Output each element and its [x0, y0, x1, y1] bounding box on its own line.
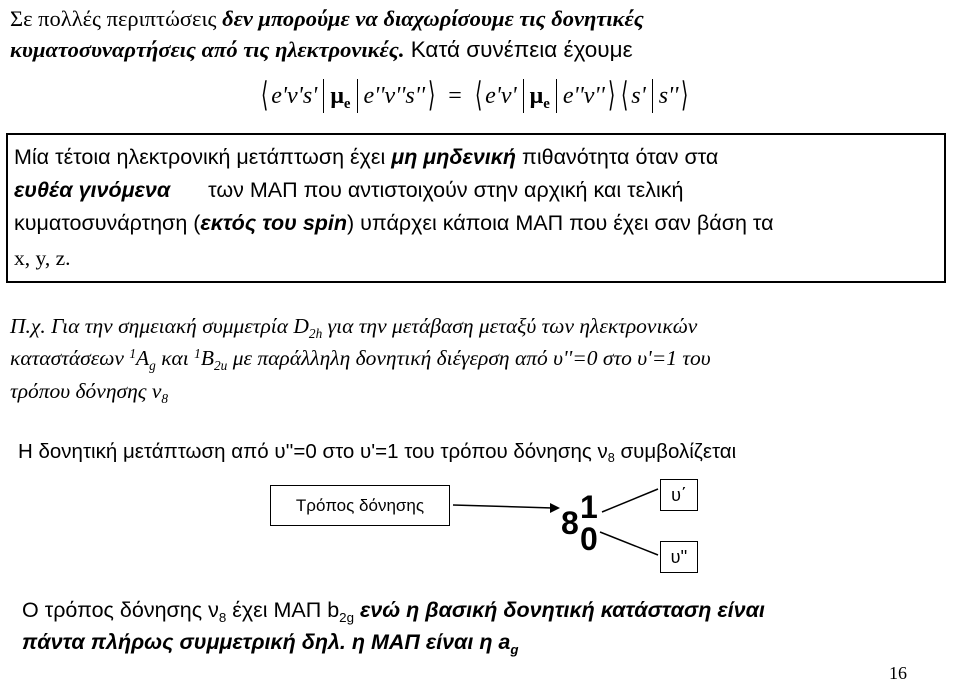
eq-ket-1: e''v''s'': [363, 83, 425, 109]
intro-emphasis: δεν μπορούμε να διαχωρίσουμε τις δονητικές: [222, 6, 644, 31]
conclusion-sub-1: 8: [218, 609, 227, 625]
conclusion-line-2: [22, 629, 519, 655]
example-text-2b: με παράλληλη δονητική διέγερση από υ''=0 στο υ'=1 του: [227, 346, 711, 370]
eq-mu-sub: e: [343, 96, 351, 113]
example-text-2: καταστάσεων: [10, 346, 130, 370]
upper-label: υ΄: [671, 484, 687, 505]
example-text-1b: για την μετάβαση μεταξύ των ηλεκτρονικών: [322, 314, 698, 338]
conclusion-text-2: πάντα πλήρως συμμετρική δηλ. η ΜΑΠ είναι η a: [22, 630, 511, 654]
example-sub-g: g: [149, 357, 156, 373]
eq-mu: μ: [330, 83, 344, 109]
example-sup-1: 1: [129, 345, 137, 361]
rule-text-4: x, y, z.: [14, 246, 71, 270]
example-text-and: και: [155, 346, 195, 370]
conclusion-sub-3: g: [510, 641, 519, 657]
rule-emphasis: μη μηδενική: [391, 145, 517, 169]
eq-mu-2: μ: [529, 83, 544, 109]
mode-arrowhead: [550, 503, 560, 513]
mode-label: Τρόπος δόνησης: [295, 495, 425, 515]
eq-mu-sub-2: e: [543, 96, 550, 113]
conclusion-line-1: [22, 597, 765, 623]
eq-bra-2: e'v': [485, 83, 517, 109]
conclusion-sub-2: 2g: [339, 609, 354, 625]
lower-label: υ'': [670, 546, 688, 567]
lower-label-box: [660, 541, 698, 573]
example-sub-1: 2h: [308, 325, 323, 341]
example-sub-3: 8: [161, 390, 169, 406]
mode-arrow-line: [453, 505, 553, 508]
eq-bra-3: s': [631, 83, 646, 109]
conclusion-text-1b: έχει ΜΑΠ b: [226, 598, 340, 622]
intro-text: Σε πολλές περιπτώσεις: [10, 6, 223, 31]
upper-connector: [602, 489, 658, 512]
page-number: 16: [889, 663, 907, 683]
upper-state: 1: [580, 489, 598, 525]
upper-label-box: [660, 479, 698, 511]
example-sup-2: 1: [194, 345, 201, 361]
lower-state: 0: [580, 521, 598, 557]
conclusion-emphasis-1: ενώ η βασική δονητική κατάσταση είναι: [353, 598, 765, 622]
example-sub-2u: 2u: [213, 357, 228, 373]
rule-text-b: πιθανότητα όταν στα: [516, 145, 719, 169]
example-text-3: τρόπου δόνησης ν: [10, 379, 162, 403]
eq-ket-3: s'': [658, 83, 679, 109]
example-term-a: A: [136, 346, 150, 370]
rule-emphasis-2: ευθέα γινόμενα: [14, 178, 171, 202]
rule-text-2: των ΜΑΠ που αντιστοιχούν στην αρχική και τελική: [208, 178, 684, 202]
eq-ket-2: e''v'': [562, 83, 605, 109]
example-term-b: B: [200, 346, 214, 370]
rule-text: Μία τέτοια ηλεκτρονική μετάπτωση έχει: [14, 145, 392, 169]
intro-text-2: Κατά συνέπεια έχουμε: [404, 37, 633, 62]
conclusion-text-1: Ο τρόπος δόνησης ν: [22, 598, 219, 622]
intro-emphasis-2: κυματοσυναρτήσεις από τις ηλεκτρονικές.: [10, 37, 405, 62]
lower-connector: [600, 532, 658, 555]
eq-equals: =: [448, 83, 462, 109]
matrix-element-equation: ⟨ e'v's' $\mu_e$ e''v''s''⟩ = ⟨ e'v' $\mu_e$ e''v''⟩ ⟨ s' s''⟩: [260, 77, 689, 114]
eq-bra-1: e'v's': [271, 83, 318, 109]
rule-emphasis-3: εκτός του spin: [200, 211, 348, 235]
symbol-text-b: συμβολίζεται: [614, 440, 737, 463]
symbol-text: Η δονητική μετάπτωση από υ''=0 στο υ'=1 του τρόπου δόνησης ν: [18, 440, 608, 463]
example-text-1: Π.χ. Για την σημειακή συμμετρία D: [10, 314, 309, 338]
rule-text-3b: ) υπάρχει κάποια ΜΑΠ που έχει σαν βάση τα: [347, 211, 774, 235]
mode-number: 8: [561, 505, 579, 541]
rule-text-3: κυματοσυνάρτηση (: [14, 211, 201, 235]
symbol-sub: 8: [607, 450, 615, 466]
